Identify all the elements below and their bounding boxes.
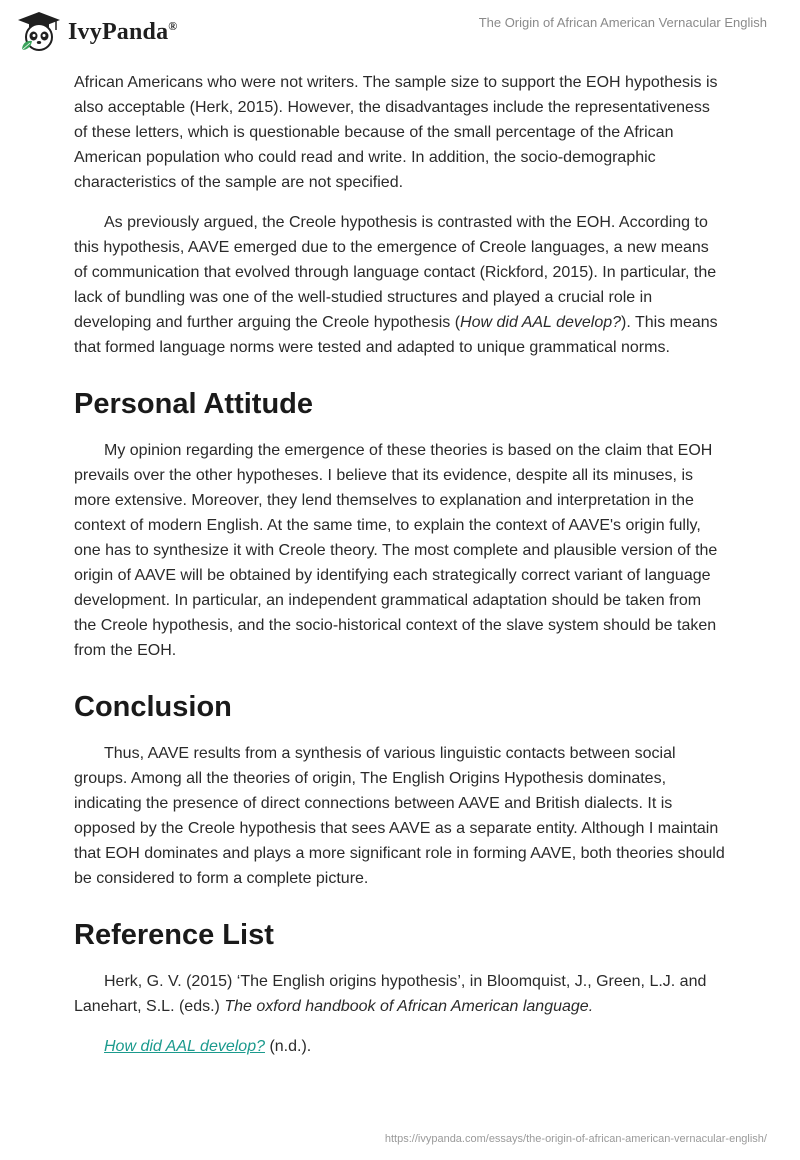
brand-name: IvyPanda®	[68, 18, 178, 45]
ivypanda-logo[interactable]	[16, 10, 177, 54]
footer-source-url[interactable]: https://ivypanda.com/essays/the-origin-of-african-american-vernacular-english/	[384, 1133, 767, 1145]
essay-content	[74, 70, 726, 1074]
reference-aal: How did AAL develop? (n.d.).	[104, 1038, 312, 1055]
paragraph-personal-attitude: My opinion regarding the emergence of these theories is based on the claim that EOH prevails over the other hypotheses. I believe that its evidence, despite all its minuses, is more extensive. Moreover, they lend themselves to explanation and interpretation in the context of modern English. At the same time, to explain the context of AAVE's origin fully, one has to synthesize it with Creole theory. The most complete and plausible version of the origin of AAVE will be obtained by identifying each strategically correct variant of language development. In particular, an independent grammatical adaptation should be taken from the Creole hypothesis, and the socio-historical context of the slave system should be taken from the EOH.	[74, 442, 718, 659]
panda-graduate-icon	[16, 10, 62, 54]
paragraph-creole-hypothesis: As previously argued, the Creole hypothesis is contrasted with the EOH. According to this hypothesis, AAVE emerged due to the emergence of Creole languages, a new means of communication that evolved through language contact (Rickford, 2015). In particular, the lack of bundling was one of the well-studied structures and played a crucial role in developing and further arguing the Creole hypothesis (How did AAL develop?). This means that formed language norms were tested and adapted to unique grammatical norms.	[74, 214, 718, 356]
reference-link-aal[interactable]: How did AAL develop?	[104, 1038, 265, 1055]
heading-reference-list: Reference List	[74, 919, 274, 951]
paragraph-conclusion: Thus, AAVE results from a synthesis of various linguistic contacts between social groups. Among all the theories of origin, The English Origins Hypothesis dominates, indicating the presence of direct connections between AAVE and British dialects. It is opposed by the Creole hypothesis that sees AAVE as a separate entity. Although I maintain that EOH dominates and plays a more significant role in forming AAVE, both theories should be considered to form a complete picture.	[74, 745, 725, 887]
reference-book-title: The oxford handbook of African American language.	[224, 998, 594, 1015]
reference-herk: Herk, G. V. (2015) ‘The English origins hypothesis’, in Bloomquist, J., Green, L.J. and Lanehart, S.L. (eds.) The oxford handbook of African American language.	[74, 973, 707, 1015]
heading-conclusion: Conclusion	[74, 691, 232, 723]
page-header	[0, 0, 800, 66]
paragraph-continued: African Americans who were not writers. The sample size to support the EOH hypothesis is also acceptable (Herk, 2015). However, the disadvantages include the representativeness of these letters, which is questionable because of the small percentage of the African American population who could read and write. In addition, the socio-demographic characteristics of the sample are not specified.	[74, 74, 718, 191]
inline-citation-title: How did AAL develop?	[460, 314, 622, 331]
heading-personal-attitude: Personal Attitude	[74, 388, 314, 420]
document-title: The Origin of African American Vernacular English	[478, 15, 767, 30]
